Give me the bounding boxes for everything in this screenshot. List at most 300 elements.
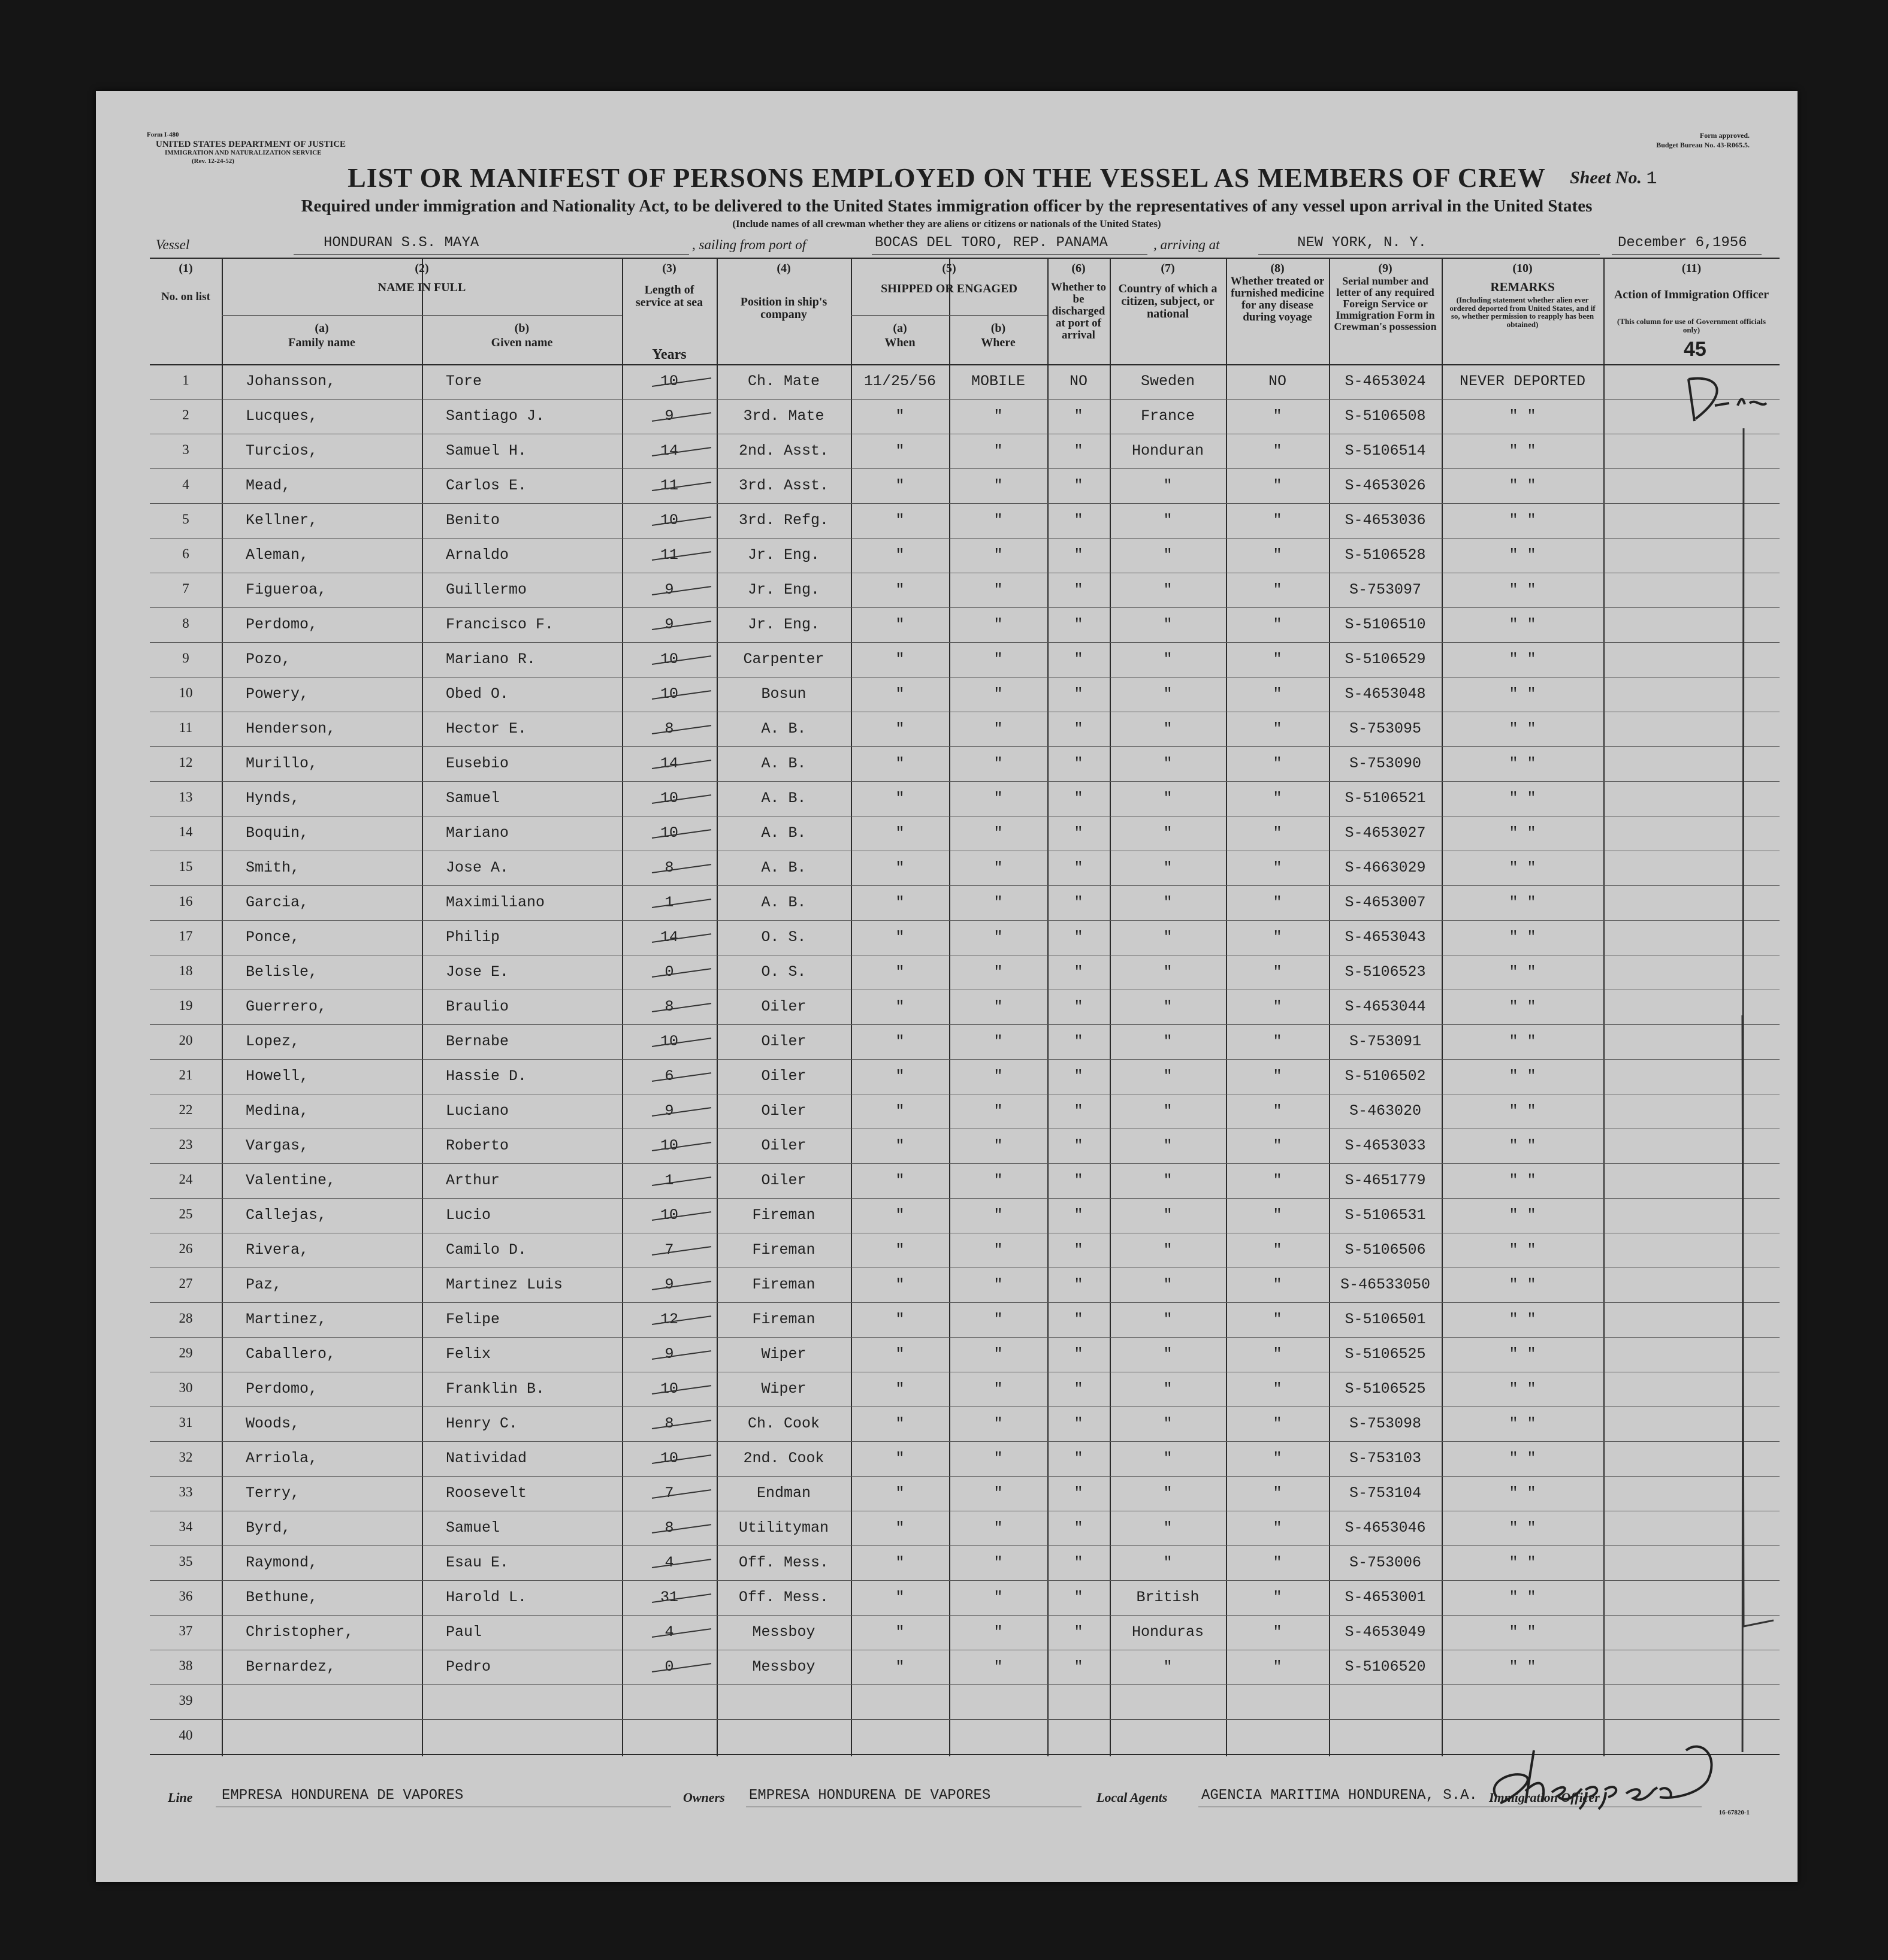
shipped-when: ": [895, 512, 905, 529]
remarks: " ": [1509, 477, 1536, 494]
shipped-when: ": [895, 1206, 905, 1224]
remarks: " ": [1509, 512, 1536, 529]
col9-number: (9): [1378, 262, 1392, 275]
country: ": [1163, 651, 1173, 668]
country: ": [1163, 1658, 1173, 1675]
shipped-where: ": [993, 1380, 1003, 1398]
given-name: Jose A.: [446, 859, 509, 876]
col7-header: Country of which a citizen, subject, or national: [1118, 282, 1218, 320]
remarks: " ": [1509, 1380, 1536, 1398]
family-name: Paz,: [246, 1276, 282, 1293]
country: ": [1163, 1172, 1173, 1189]
service-years: 7: [664, 1241, 674, 1259]
family-name: Rivera,: [246, 1241, 309, 1259]
remarks: " ": [1509, 998, 1536, 1015]
discharge: ": [1074, 546, 1083, 564]
discharge: ": [1074, 1450, 1083, 1467]
position: Fireman: [752, 1206, 815, 1224]
col2a-header: Family name: [288, 336, 355, 349]
shipped-where: ": [993, 1519, 1003, 1536]
service-years: 9: [664, 407, 674, 425]
col5b-header: Where: [981, 336, 1016, 349]
family-name: Raymond,: [246, 1554, 318, 1571]
given-name: Hector E.: [446, 720, 527, 737]
remarks: " ": [1509, 1206, 1536, 1224]
medicine: ": [1273, 1033, 1282, 1050]
sheet-value: 1: [1646, 169, 1657, 189]
country: ": [1163, 1519, 1173, 1536]
position: Utilityman: [738, 1519, 829, 1536]
serial-number: S-5106510: [1345, 616, 1426, 633]
remarks: " ": [1509, 442, 1536, 459]
country: Sweden: [1140, 373, 1195, 390]
service-years: 1: [664, 1172, 674, 1189]
discharge: ": [1074, 477, 1083, 494]
shipped-when: ": [895, 581, 905, 598]
service-years: 1: [664, 894, 674, 911]
shipped-where: ": [993, 477, 1003, 494]
given-name: Braulio: [446, 998, 509, 1015]
subnote: (Include names of all crewman whether they are aliens or citizens or nationals of the United States): [732, 218, 1161, 229]
remarks: " ": [1509, 928, 1536, 946]
country: France: [1140, 407, 1195, 425]
service-years: 10: [660, 824, 678, 842]
country: ": [1163, 1484, 1173, 1502]
medicine: ": [1273, 894, 1282, 911]
subtitle: Required under immigration and Nationality Act, to be delivered to the United States immigration officer by the representatives of any vessel upon arrival in the United States: [301, 196, 1593, 216]
medicine: ": [1273, 581, 1282, 598]
position: Ch. Mate: [747, 373, 820, 390]
position: 3rd. Asst.: [738, 477, 829, 494]
position: Carpenter: [743, 651, 824, 668]
serial-number: S-4663029: [1345, 859, 1426, 876]
family-name: Garcia,: [246, 894, 309, 911]
crew-table: [150, 258, 1780, 1756]
col6-header: Whether to be discharged at port of arrival: [1051, 281, 1106, 341]
country: ": [1163, 859, 1173, 876]
medicine: ": [1273, 1554, 1282, 1571]
family-name: Kellner,: [246, 512, 318, 529]
shipped-where: ": [993, 442, 1003, 459]
medicine: ": [1273, 407, 1282, 425]
medicine: ": [1273, 685, 1282, 703]
shipped-when: ": [895, 859, 905, 876]
discharge: ": [1074, 1172, 1083, 1189]
discharge: ": [1074, 998, 1083, 1015]
country: ": [1163, 685, 1173, 703]
medicine: ": [1273, 651, 1282, 668]
serial-number: S-4651779: [1345, 1172, 1426, 1189]
remarks: " ": [1509, 1345, 1536, 1363]
row-number: 36: [179, 1589, 193, 1604]
serial-number: S-4653049: [1345, 1623, 1426, 1641]
country: British: [1136, 1589, 1200, 1606]
country: ": [1163, 1450, 1173, 1467]
medicine: ": [1273, 755, 1282, 772]
vessel-name: HONDURAN S.S. MAYA: [324, 235, 479, 251]
row-number: 3: [182, 442, 189, 457]
shipped-where: ": [993, 928, 1003, 946]
position: Jr. Eng.: [747, 616, 820, 633]
shipped-where: ": [993, 1554, 1003, 1571]
row-number: 26: [179, 1241, 193, 1256]
shipped-where: ": [993, 894, 1003, 911]
medicine: ": [1273, 998, 1282, 1015]
medicine: ": [1273, 928, 1282, 946]
col1-number: (1): [179, 262, 193, 275]
row-number: 29: [179, 1345, 193, 1360]
given-name: Lucio: [446, 1206, 491, 1224]
medicine: ": [1273, 512, 1282, 529]
port-from: BOCAS DEL TORO, REP. PANAMA: [875, 235, 1108, 251]
discharge: ": [1074, 1554, 1083, 1571]
serial-number: S-753095: [1349, 720, 1422, 737]
position: O. S.: [761, 963, 806, 981]
shipped-where: MOBILE: [971, 373, 1025, 390]
shipped-where: ": [993, 1345, 1003, 1363]
serial-number: S-5106506: [1345, 1241, 1426, 1259]
medicine: ": [1273, 1519, 1282, 1536]
serial-number: S-4653036: [1345, 512, 1426, 529]
col3-unit: Years: [652, 347, 687, 362]
sheet-number: [1570, 168, 1657, 189]
shipped-when: ": [895, 1658, 905, 1675]
shipped-where: ": [993, 1172, 1003, 1189]
discharge: ": [1074, 1311, 1083, 1328]
shipped-when: ": [895, 1589, 905, 1606]
family-name: Murillo,: [246, 755, 318, 772]
family-name: Boquin,: [246, 824, 309, 842]
position: Oiler: [761, 998, 806, 1015]
family-name: Belisle,: [246, 963, 318, 981]
shipped-where: ": [993, 407, 1003, 425]
remarks: " ": [1509, 1311, 1536, 1328]
discharge: ": [1074, 442, 1083, 459]
position: A. B.: [761, 894, 806, 911]
budget-bureau: Budget Bureau No. 43-R065.5.: [1656, 141, 1750, 149]
discharge: ": [1074, 1241, 1083, 1259]
col2-header: NAME IN FULL: [377, 281, 466, 294]
medicine: ": [1273, 1450, 1282, 1467]
serial-number: S-5106514: [1345, 442, 1426, 459]
medicine: ": [1273, 1623, 1282, 1641]
service-years: 10: [660, 790, 678, 807]
country: Honduran: [1131, 442, 1204, 459]
shipped-where: ": [993, 1415, 1003, 1432]
family-name: Pozo,: [246, 651, 291, 668]
service-years: 14: [660, 442, 678, 459]
agents-value: AGENCIA MARITIMA HONDURENA, S.A.: [1201, 1787, 1478, 1804]
row-number: 32: [179, 1450, 193, 1465]
medicine: ": [1273, 546, 1282, 564]
row-number: 14: [179, 824, 193, 839]
serial-number: S-4653044: [1345, 998, 1426, 1015]
service-years: 10: [660, 1137, 678, 1154]
shipped-where: ": [993, 1033, 1003, 1050]
medicine: ": [1273, 1172, 1282, 1189]
remarks: " ": [1509, 616, 1536, 633]
country: ": [1163, 512, 1173, 529]
medicine: ": [1273, 720, 1282, 737]
row-number: 2: [182, 407, 189, 422]
col11-header: Action of Immigration Officer: [1614, 288, 1769, 301]
row-number: 9: [182, 651, 189, 666]
row-number: 17: [179, 928, 193, 943]
shipped-when: ": [895, 1623, 905, 1641]
agents-label: Local Agents: [1096, 1790, 1168, 1805]
serial-number: S-5106523: [1345, 963, 1426, 981]
given-name: Felix: [446, 1345, 491, 1363]
remarks: NEVER DEPORTED: [1459, 373, 1586, 390]
shipped-when: ": [895, 1519, 905, 1536]
remarks: " ": [1509, 1484, 1536, 1502]
serial-number: S-5106521: [1345, 790, 1426, 807]
given-name: Guillermo: [446, 581, 527, 598]
country: ": [1163, 1241, 1173, 1259]
country: ": [1163, 824, 1173, 842]
officer-label: Immigration Officer: [1489, 1790, 1600, 1805]
discharge: ": [1074, 1623, 1083, 1641]
family-name: Christopher,: [246, 1623, 354, 1641]
service-years: 10: [660, 1380, 678, 1398]
given-name: Pedro: [446, 1658, 491, 1675]
remarks: " ": [1509, 407, 1536, 425]
country: ": [1163, 928, 1173, 946]
service-years: 9: [664, 1345, 674, 1363]
country: ": [1163, 720, 1173, 737]
row-number: 4: [182, 477, 189, 492]
discharge: ": [1074, 1137, 1083, 1154]
service-years: 14: [660, 928, 678, 946]
given-name: Samuel: [446, 1519, 500, 1536]
serial-number: S-753103: [1349, 1450, 1422, 1467]
discharge: ": [1074, 512, 1083, 529]
service-years: 8: [664, 720, 674, 737]
service-years: 8: [664, 998, 674, 1015]
service-years: 8: [664, 1415, 674, 1432]
given-name: Eusebio: [446, 755, 509, 772]
position: Messboy: [752, 1623, 815, 1641]
row-number: 6: [182, 546, 189, 561]
given-name: Franklin B.: [446, 1380, 545, 1398]
family-name: Mead,: [246, 477, 291, 494]
service-years: 6: [664, 1067, 674, 1085]
shipped-when: ": [895, 1415, 905, 1432]
family-name: Hynds,: [246, 790, 300, 807]
discharge: NO: [1069, 373, 1088, 390]
shipped-when: ": [895, 1450, 905, 1467]
row-number: 34: [179, 1519, 193, 1534]
country: Honduras: [1131, 1623, 1204, 1641]
medicine: ": [1273, 1241, 1282, 1259]
service-years: 14: [660, 755, 678, 772]
shipped-where: ": [993, 1484, 1003, 1502]
given-name: Hassie D.: [446, 1067, 527, 1085]
row-number: 31: [179, 1415, 193, 1430]
shipped-where: ": [993, 1067, 1003, 1085]
serial-number: S-46533050: [1340, 1276, 1431, 1293]
given-name: Harold L.: [446, 1589, 527, 1606]
service-years: 10: [660, 651, 678, 668]
discharge: ": [1074, 894, 1083, 911]
shipped-where: ": [993, 790, 1003, 807]
remarks: " ": [1509, 1137, 1536, 1154]
position: Fireman: [752, 1276, 815, 1293]
country: ": [1163, 581, 1173, 598]
remarks: " ": [1509, 1067, 1536, 1085]
serial-number: S-5106520: [1345, 1658, 1426, 1675]
shipped-when: ": [895, 546, 905, 564]
shipped-where: ": [993, 651, 1003, 668]
shipped-where: ": [993, 1589, 1003, 1606]
discharge: ": [1074, 1519, 1083, 1536]
col3-header: Length of service at sea: [635, 283, 703, 309]
row-number: 37: [179, 1623, 193, 1638]
given-name: Samuel H.: [446, 442, 527, 459]
country: ": [1163, 1206, 1173, 1224]
shipped-when: ": [895, 998, 905, 1015]
serial-number: S-5106525: [1345, 1345, 1426, 1363]
col5-number: (5): [942, 262, 956, 275]
medicine: ": [1273, 442, 1282, 459]
shipped-when: ": [895, 651, 905, 668]
form-code: 16-67820-1: [1718, 1809, 1750, 1816]
serial-number: S-4653027: [1345, 824, 1426, 842]
service-years: 0: [664, 1658, 674, 1675]
discharge: ": [1074, 790, 1083, 807]
position: 2nd. Cook: [743, 1450, 824, 1467]
family-name: Ponce,: [246, 928, 300, 946]
family-name: Vargas,: [246, 1137, 309, 1154]
position: 2nd. Asst.: [738, 442, 829, 459]
given-name: Mariano: [446, 824, 509, 842]
row-number: 35: [179, 1554, 193, 1569]
col2a-letter: (a): [315, 322, 329, 335]
row-number: 21: [179, 1067, 193, 1082]
service-years: 12: [660, 1311, 678, 1328]
remarks: " ": [1509, 859, 1536, 876]
position: Endman: [756, 1484, 811, 1502]
medicine: ": [1273, 1658, 1282, 1675]
family-name: Arriola,: [246, 1450, 318, 1467]
form-approved: Form approved.: [1699, 131, 1750, 140]
position: Wiper: [761, 1380, 806, 1398]
remarks: " ": [1509, 894, 1536, 911]
family-name: Figueroa,: [246, 581, 327, 598]
discharge: ": [1074, 1033, 1083, 1050]
arrival-year: 1956: [1712, 235, 1747, 251]
given-name: Bernabe: [446, 1033, 509, 1050]
country: ": [1163, 616, 1173, 633]
family-name: Guerrero,: [246, 998, 327, 1015]
col2b-letter: (b): [514, 322, 530, 335]
country: ": [1163, 998, 1173, 1015]
family-name: Terry,: [246, 1484, 300, 1502]
remarks: " ": [1509, 1658, 1536, 1675]
remarks: " ": [1509, 720, 1536, 737]
service-years: 9: [664, 1102, 674, 1120]
shipped-when: ": [895, 1345, 905, 1363]
medicine: ": [1273, 1415, 1282, 1432]
shipped-where: ": [993, 755, 1003, 772]
given-name: Obed O.: [446, 685, 509, 703]
country: ": [1163, 790, 1173, 807]
position: Off. Mess.: [738, 1589, 829, 1606]
service-years: 8: [664, 859, 674, 876]
serial-number: S-753104: [1349, 1484, 1422, 1502]
given-name: Jose E.: [446, 963, 509, 981]
shipped-when: ": [895, 1102, 905, 1120]
discharge: ": [1074, 1345, 1083, 1363]
shipped-when: ": [895, 1137, 905, 1154]
family-name: Lopez,: [246, 1033, 300, 1050]
col3-number: (3): [662, 262, 676, 275]
country: ": [1163, 1137, 1173, 1154]
medicine: ": [1273, 1589, 1282, 1606]
service-years: 9: [664, 581, 674, 598]
sailing-label: , sailing from port of: [692, 237, 806, 252]
col4-header: Position in ship's company: [740, 295, 827, 321]
shipped-when: ": [895, 1172, 905, 1189]
remarks: " ": [1509, 824, 1536, 842]
owners-value: EMPRESA HONDURENA DE VAPORES: [749, 1787, 991, 1804]
serial-number: S-753090: [1349, 755, 1422, 772]
serial-number: S-463020: [1349, 1102, 1422, 1120]
medicine: ": [1273, 1311, 1282, 1328]
serial-number: S-4653046: [1345, 1519, 1426, 1536]
service-years: 11: [660, 546, 678, 564]
shipped-when: 11/25/56: [863, 373, 937, 390]
col11-note: (This column for use of Government officials only): [1617, 317, 1766, 334]
serial-number: S-4653043: [1345, 928, 1426, 946]
discharge: ": [1074, 407, 1083, 425]
service-years: 10: [660, 1206, 678, 1224]
row-number: 27: [179, 1276, 193, 1291]
serial-number: S-5106531: [1345, 1206, 1426, 1224]
shipped-when: ": [895, 928, 905, 946]
family-name: Medina,: [246, 1102, 309, 1120]
serial-number: S-5106502: [1345, 1067, 1426, 1085]
shipped-where: ": [993, 1623, 1003, 1641]
given-name: Arthur: [446, 1172, 500, 1189]
service-years: 10: [660, 685, 678, 703]
row-number: 39: [179, 1693, 193, 1708]
discharge: ": [1074, 755, 1083, 772]
country: ": [1163, 1033, 1173, 1050]
shipped-where: ": [993, 1658, 1003, 1675]
shipped-when: ": [895, 1311, 905, 1328]
given-name: Santiago J.: [446, 407, 545, 425]
row-number: 33: [179, 1484, 193, 1499]
given-name: Philip: [446, 928, 500, 946]
serial-number: S-5106529: [1345, 651, 1426, 668]
position: Oiler: [761, 1137, 806, 1154]
discharge: ": [1074, 685, 1083, 703]
col5a-letter: (a): [893, 322, 907, 335]
medicine: ": [1273, 1380, 1282, 1398]
discharge: ": [1074, 859, 1083, 876]
country: ": [1163, 1276, 1173, 1293]
given-name: Benito: [446, 512, 500, 529]
shipped-where: ": [993, 546, 1003, 564]
officer-count: 45: [1684, 338, 1706, 361]
shipped-when: ": [895, 685, 905, 703]
family-name: Howell,: [246, 1067, 309, 1085]
shipped-where: ": [993, 859, 1003, 876]
row-number: 13: [179, 790, 193, 804]
shipped-where: ": [993, 998, 1003, 1015]
row-number: 15: [179, 859, 193, 874]
